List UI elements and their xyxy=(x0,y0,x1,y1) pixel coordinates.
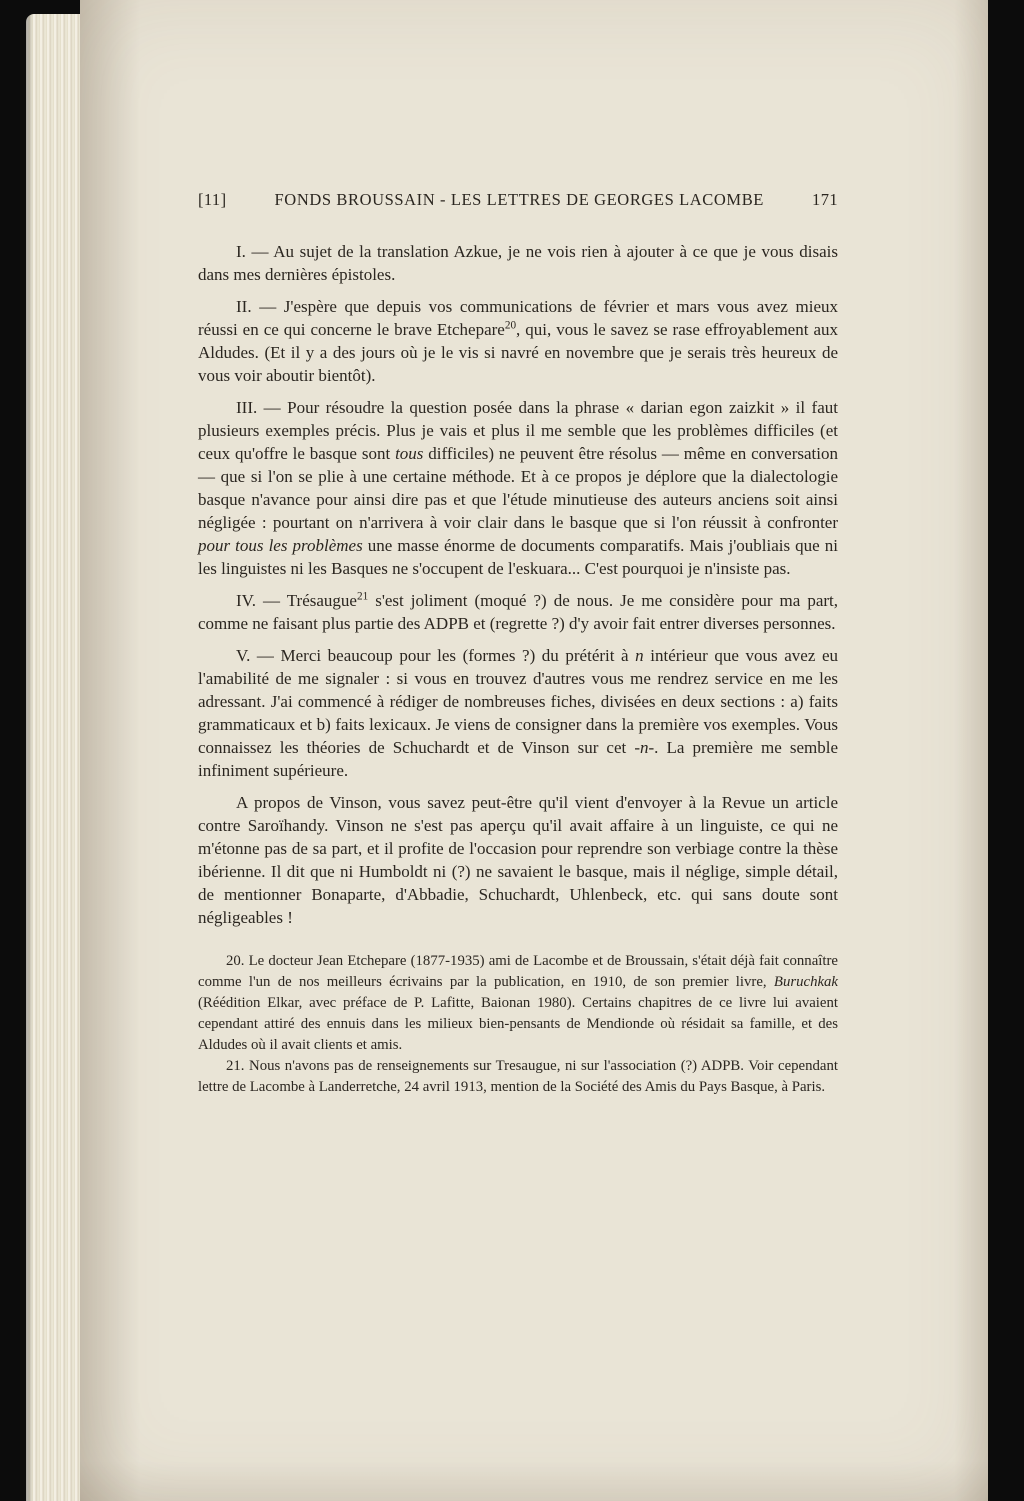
book-page xyxy=(80,0,988,1501)
header-page-number: 171 xyxy=(812,190,838,209)
text-segment: V. — Merci beaucoup pour les (formes ?) du prétérit à xyxy=(236,646,636,665)
body-paragraph xyxy=(198,396,838,580)
text-segment: , qui, vous le savez se rase effroyablement aux Aldudes. (Et il y a des jours où je le vis si navré en novembre que je serais très heureux de vous voir aboutir bientôt). xyxy=(198,320,838,385)
footnote-reference: 20 xyxy=(504,319,517,332)
body-paragraph xyxy=(198,295,838,387)
text-segment: III. — Pour résoudre la question posée dans la phrase « darian egon zaizkit » il faut plusieurs exemples précis. Plus je vais et plus il me semble que les problèmes difficiles (et ceux qu'offre le basque sont xyxy=(198,398,838,463)
text-segment: (Réédition Elkar, avec préface de P. Lafitte, Baionan 1980). Certains chapitres de ce livre lui avaient cependant attiré des ennuis dans les milieux bien-pensants de Mendionde où résidait sa famille, et des Aldudes où il avait clients et amis. xyxy=(198,995,838,1053)
text-segment: difficiles) ne peuvent être résolus — même en conversation — que si l'on se plie à une certaine méthode. Et à ce propos je déplore que la dialectologie basque n'avance pour ainsi dire pas et que l'étude minutieuse des auteurs anciens soit ainsi négligée : pourtant on n'arrivera à voir clair dans le basque que si l'on réussit à confronter xyxy=(198,444,838,532)
text-segment: -n- xyxy=(634,738,655,757)
footnote-paragraph xyxy=(198,1056,838,1098)
running-header xyxy=(198,190,838,210)
text-segment: I. — Au sujet de la translation Azkue, je ne vois rien à ajouter à ce que je vous disais dans mes dernières épistoles. xyxy=(198,242,838,284)
text-segment: II. — J'espère que depuis vos communications de février et mars vous avez mieux réussi en ce qui concerne le brave Etchepare xyxy=(198,297,838,339)
text-segment: . La première me semble infiniment supérieure. xyxy=(198,738,838,780)
text-segment: tous xyxy=(395,444,424,463)
header-bracket-number: [11] xyxy=(198,190,227,209)
text-segment: 21. Nous n'avons pas de renseignements sur Tresaugue, ni sur l'association (?) ADPB. Voir cependant lettre de Lacombe à Landerretche, 24 avril 1913, mention de la Société des Amis du Pays Basque, à Paris. xyxy=(198,1058,838,1095)
text-segment: Buruchkak xyxy=(773,974,838,990)
header-title: FONDS BROUSSAIN - LES LETTRES DE GEORGES LACOMBE xyxy=(274,190,764,209)
body-paragraph xyxy=(198,791,838,929)
footnote-reference: 21 xyxy=(356,590,369,603)
text-segment: une masse énorme de documents comparatifs. Mais j'oubliais que ni les linguistes ni les Basques ne s'occupent de l'eskuara... C'est pourquoi je n'insiste pas. xyxy=(198,536,838,578)
body-paragraph xyxy=(198,589,838,635)
text-segment: A propos de Vinson, vous savez peut-être qu'il vient d'envoyer à la Revue un article contre Saroïhandy. Vinson ne s'est pas aperçu qu'il avait affaire à un linguiste, ce qui ne m'étonne pas de sa part, et il profite de l'occasion pour reprendre son verbiage contre la thèse ibérienne. Il dit que ni Humboldt ni (?) ne savaient le basque, mais il néglige, simple détail, de mentionner Bonaparte, d'Abbadie, Schuchardt, Uhlenbeck, etc. qui sans doute sont négligeables ! xyxy=(198,793,838,927)
body-text xyxy=(198,240,838,929)
body-paragraph xyxy=(198,644,838,782)
page-edges xyxy=(26,14,82,1501)
footnote-paragraph xyxy=(198,951,838,1056)
body-paragraph xyxy=(198,240,838,286)
text-segment: 20. Le docteur Jean Etchepare (1877-1935) ami de Lacombe et de Broussain, s'était déjà fait connaître comme l'un de nos meilleurs écrivains par la publication, en 1910, de son premier livre, xyxy=(198,953,838,990)
text-segment: n xyxy=(635,646,644,665)
text-segment: IV. — Trésaugue xyxy=(236,591,357,610)
text-segment: s'est joliment (moqué ?) de nous. Je me considère pour ma part, comme ne faisant plus partie des ADPB et (regrette ?) d'y avoir fait entrer diverses personnes. xyxy=(198,591,838,633)
text-segment: pour tous les problèmes xyxy=(198,536,363,555)
page-content xyxy=(198,190,838,1098)
text-segment: intérieur que vous avez eu l'amabilité de me signaler : si vous en trouvez d'autres vous me rendrez service en me les adressant. J'ai commencé à rédiger de nombreuses fiches, divisées en deux sections : a) faits grammaticaux et b) faits lexicaux. Je viens de consigner dans la première vos exemples. Vous connaissez les théories de Schuchardt et de Vinson sur cet xyxy=(198,646,838,757)
footnotes xyxy=(198,951,838,1098)
